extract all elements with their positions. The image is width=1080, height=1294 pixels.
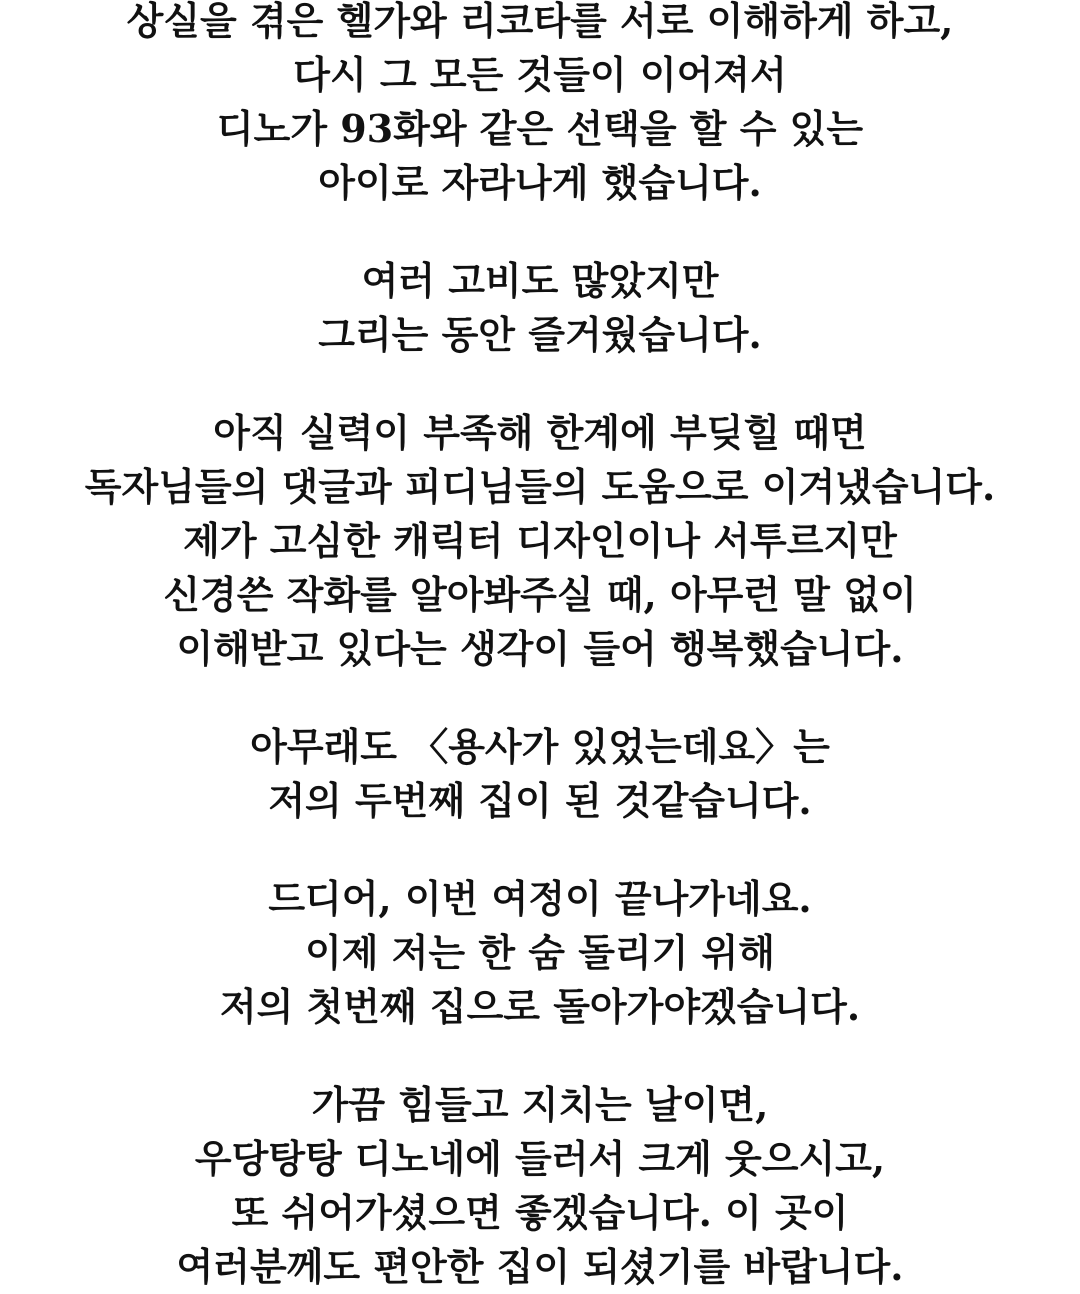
paragraph-spacer (0, 676, 1080, 720)
text-line: 상실을 겪은 헬가와 리코타를 서로 이해하게 하고, (126, 0, 954, 43)
paragraph-4 (0, 720, 1080, 828)
text-line: 드디어, 이번 여정이 끝나가네요. (268, 876, 812, 921)
text-line: 이해받고 있다는 생각이 들어 행복했습니다. (176, 626, 904, 671)
paragraph-spacer (0, 828, 1080, 872)
paragraph-2 (0, 254, 1080, 362)
paragraph-spacer (0, 1034, 1080, 1078)
paragraph-spacer (0, 210, 1080, 254)
text-line: 여러 고비도 많았지만 (361, 258, 719, 303)
text-line: 아이로 자라나게 했습니다. (318, 160, 762, 205)
text-line: 다시 그 모든 것들이 이어져서 (293, 52, 787, 97)
text-line: 여러분께도 편안한 집이 되셨기를 바랍니다. (176, 1244, 904, 1289)
text-line: 또 쉬어가셨으면 좋겠습니다. 이 곳이 (231, 1190, 849, 1235)
paragraph-1 (0, 0, 1080, 210)
paragraph-spacer (0, 362, 1080, 406)
text-line: 가끔 힘들고 지치는 날이면, (311, 1082, 769, 1127)
text-line: 그리는 동안 즐거웠습니다. (318, 312, 762, 357)
paragraph-6 (0, 1078, 1080, 1294)
text-line: 우당탕탕 디노네에 들러서 크게 웃으시고, (194, 1136, 886, 1181)
text-line: 아무래도 〈용사가 있었는데요〉는 (250, 724, 830, 769)
text-line: 신경쓴 작화를 알아봐주실 때, 아무런 말 없이 (163, 572, 917, 617)
text-line: 독자님들의 댓글과 피디님들의 도움으로 이겨냈습니다. (84, 464, 996, 509)
text-line: 아직 실력이 부족해 한계에 부딪힐 때면 (213, 410, 867, 455)
paragraph-5 (0, 872, 1080, 1034)
paragraph-3 (0, 406, 1080, 676)
text-line: 저의 첫번째 집으로 돌아가야겠습니다. (219, 984, 861, 1029)
text-line: 저의 두번째 집이 된 것같습니다. (268, 778, 812, 823)
text-line: 이제 저는 한 숨 돌리기 위해 (305, 930, 775, 975)
text-line: 제가 고심한 캐릭터 디자인이나 서투르지만 (183, 518, 897, 563)
text-line: 디노가 93화와 같은 선택을 할 수 있는 (216, 106, 864, 151)
